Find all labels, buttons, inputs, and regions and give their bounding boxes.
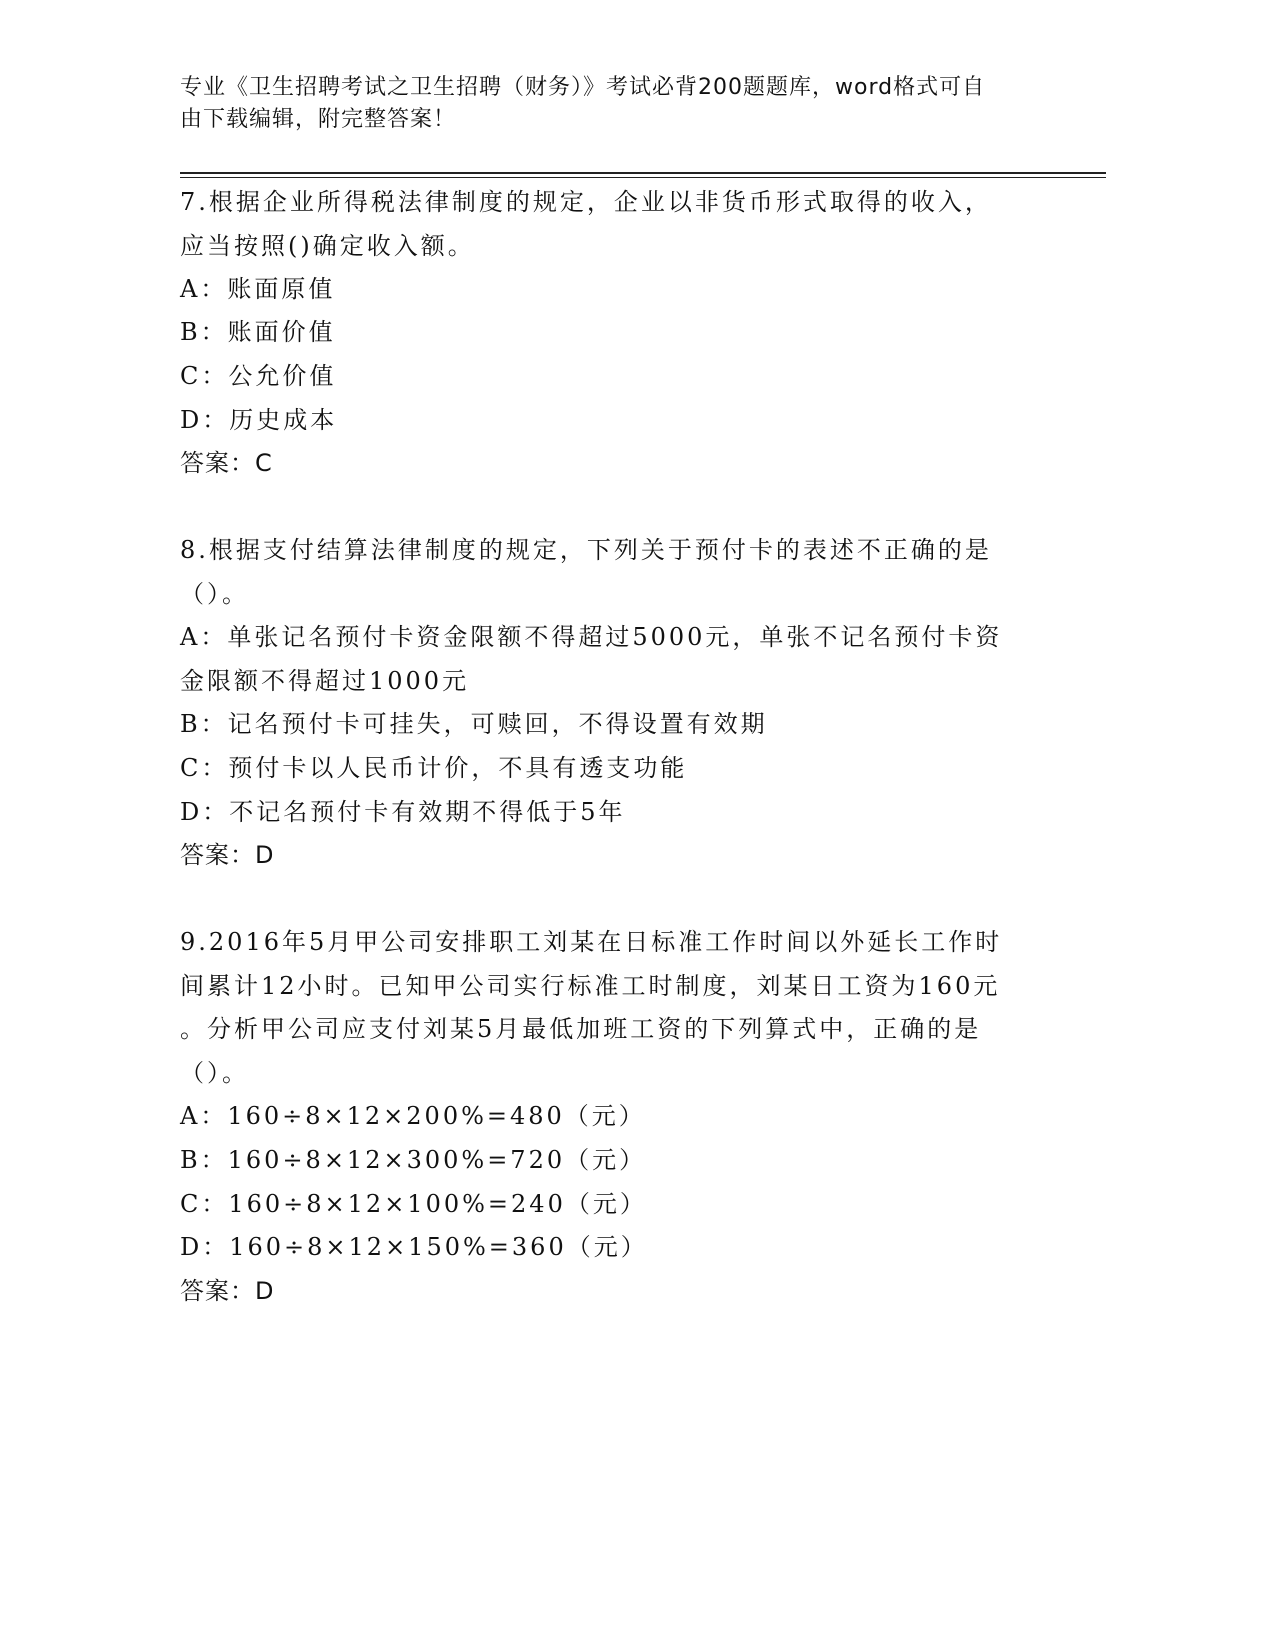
question-7-answer: 答案：C bbox=[180, 449, 273, 477]
question-7-option-b: B：账面价值 bbox=[180, 318, 336, 346]
question-8-option-a-line-1: A：单张记名预付卡资金限额不得超过5000元，单张不记名预付卡资 bbox=[180, 623, 1003, 651]
header-line-1: 专业《卫生招聘考试之卫生招聘（财务）》考试必背200题题库，word格式可自 bbox=[180, 75, 986, 100]
question-7-option-a: A：账面原值 bbox=[180, 275, 336, 303]
question-8-answer: 答案：D bbox=[180, 841, 275, 869]
question-9-stem-line-3: 。分析甲公司应支付刘某5月最低加班工资的下列算式中，正确的是 bbox=[180, 1015, 982, 1043]
question-8-option-b: B：记名预付卡可挂失，可赎回，不得设置有效期 bbox=[180, 710, 768, 738]
question-7-stem-line-2: 应当按照()确定收入额。 bbox=[180, 232, 475, 260]
question-8-stem-line-2: （）。 bbox=[180, 580, 249, 608]
question-8-option-a-line-2: 金限额不得超过1000元 bbox=[180, 667, 470, 695]
document-header bbox=[180, 72, 1060, 136]
question-8-stem-line-1: 8.根据支付结算法律制度的规定，下列关于预付卡的表述不正确的是 bbox=[180, 536, 992, 564]
question-9-option-d: D：160÷8×12×150%=360（元） bbox=[180, 1233, 648, 1261]
question-9-option-c: C：160÷8×12×100%=240（元） bbox=[180, 1190, 647, 1218]
question-9-stem-line-2: 间累计12小时。已知甲公司实行标准工时制度，刘某日工资为160元 bbox=[180, 972, 1001, 1000]
header-divider-thin bbox=[180, 177, 1106, 178]
question-9-stem-line-1: 9.2016年5月甲公司安排职工刘某在日标准工作时间以外延长工作时 bbox=[180, 928, 1003, 956]
question-9-stem-line-4: （）。 bbox=[180, 1059, 249, 1087]
question-9-option-a: A：160÷8×12×200%=480（元） bbox=[180, 1102, 646, 1130]
header-divider bbox=[180, 172, 1106, 174]
header-line-2: 由下载编辑，附完整答案！ bbox=[180, 107, 457, 132]
question-9-option-b: B：160÷8×12×300%=720（元） bbox=[180, 1146, 647, 1174]
question-8-option-d: D：不记名预付卡有效期不得低于5年 bbox=[180, 798, 626, 826]
question-8-option-c: C：预付卡以人民币计价，不具有透支功能 bbox=[180, 754, 688, 782]
question-7-option-c: C：公允价值 bbox=[180, 362, 337, 390]
question-9-answer: 答案：D bbox=[180, 1277, 275, 1305]
question-7-stem-line-1: 7.根据企业所得税法律制度的规定，企业以非货币形式取得的收入， bbox=[180, 188, 992, 216]
question-7-option-d: D：历史成本 bbox=[180, 406, 338, 434]
